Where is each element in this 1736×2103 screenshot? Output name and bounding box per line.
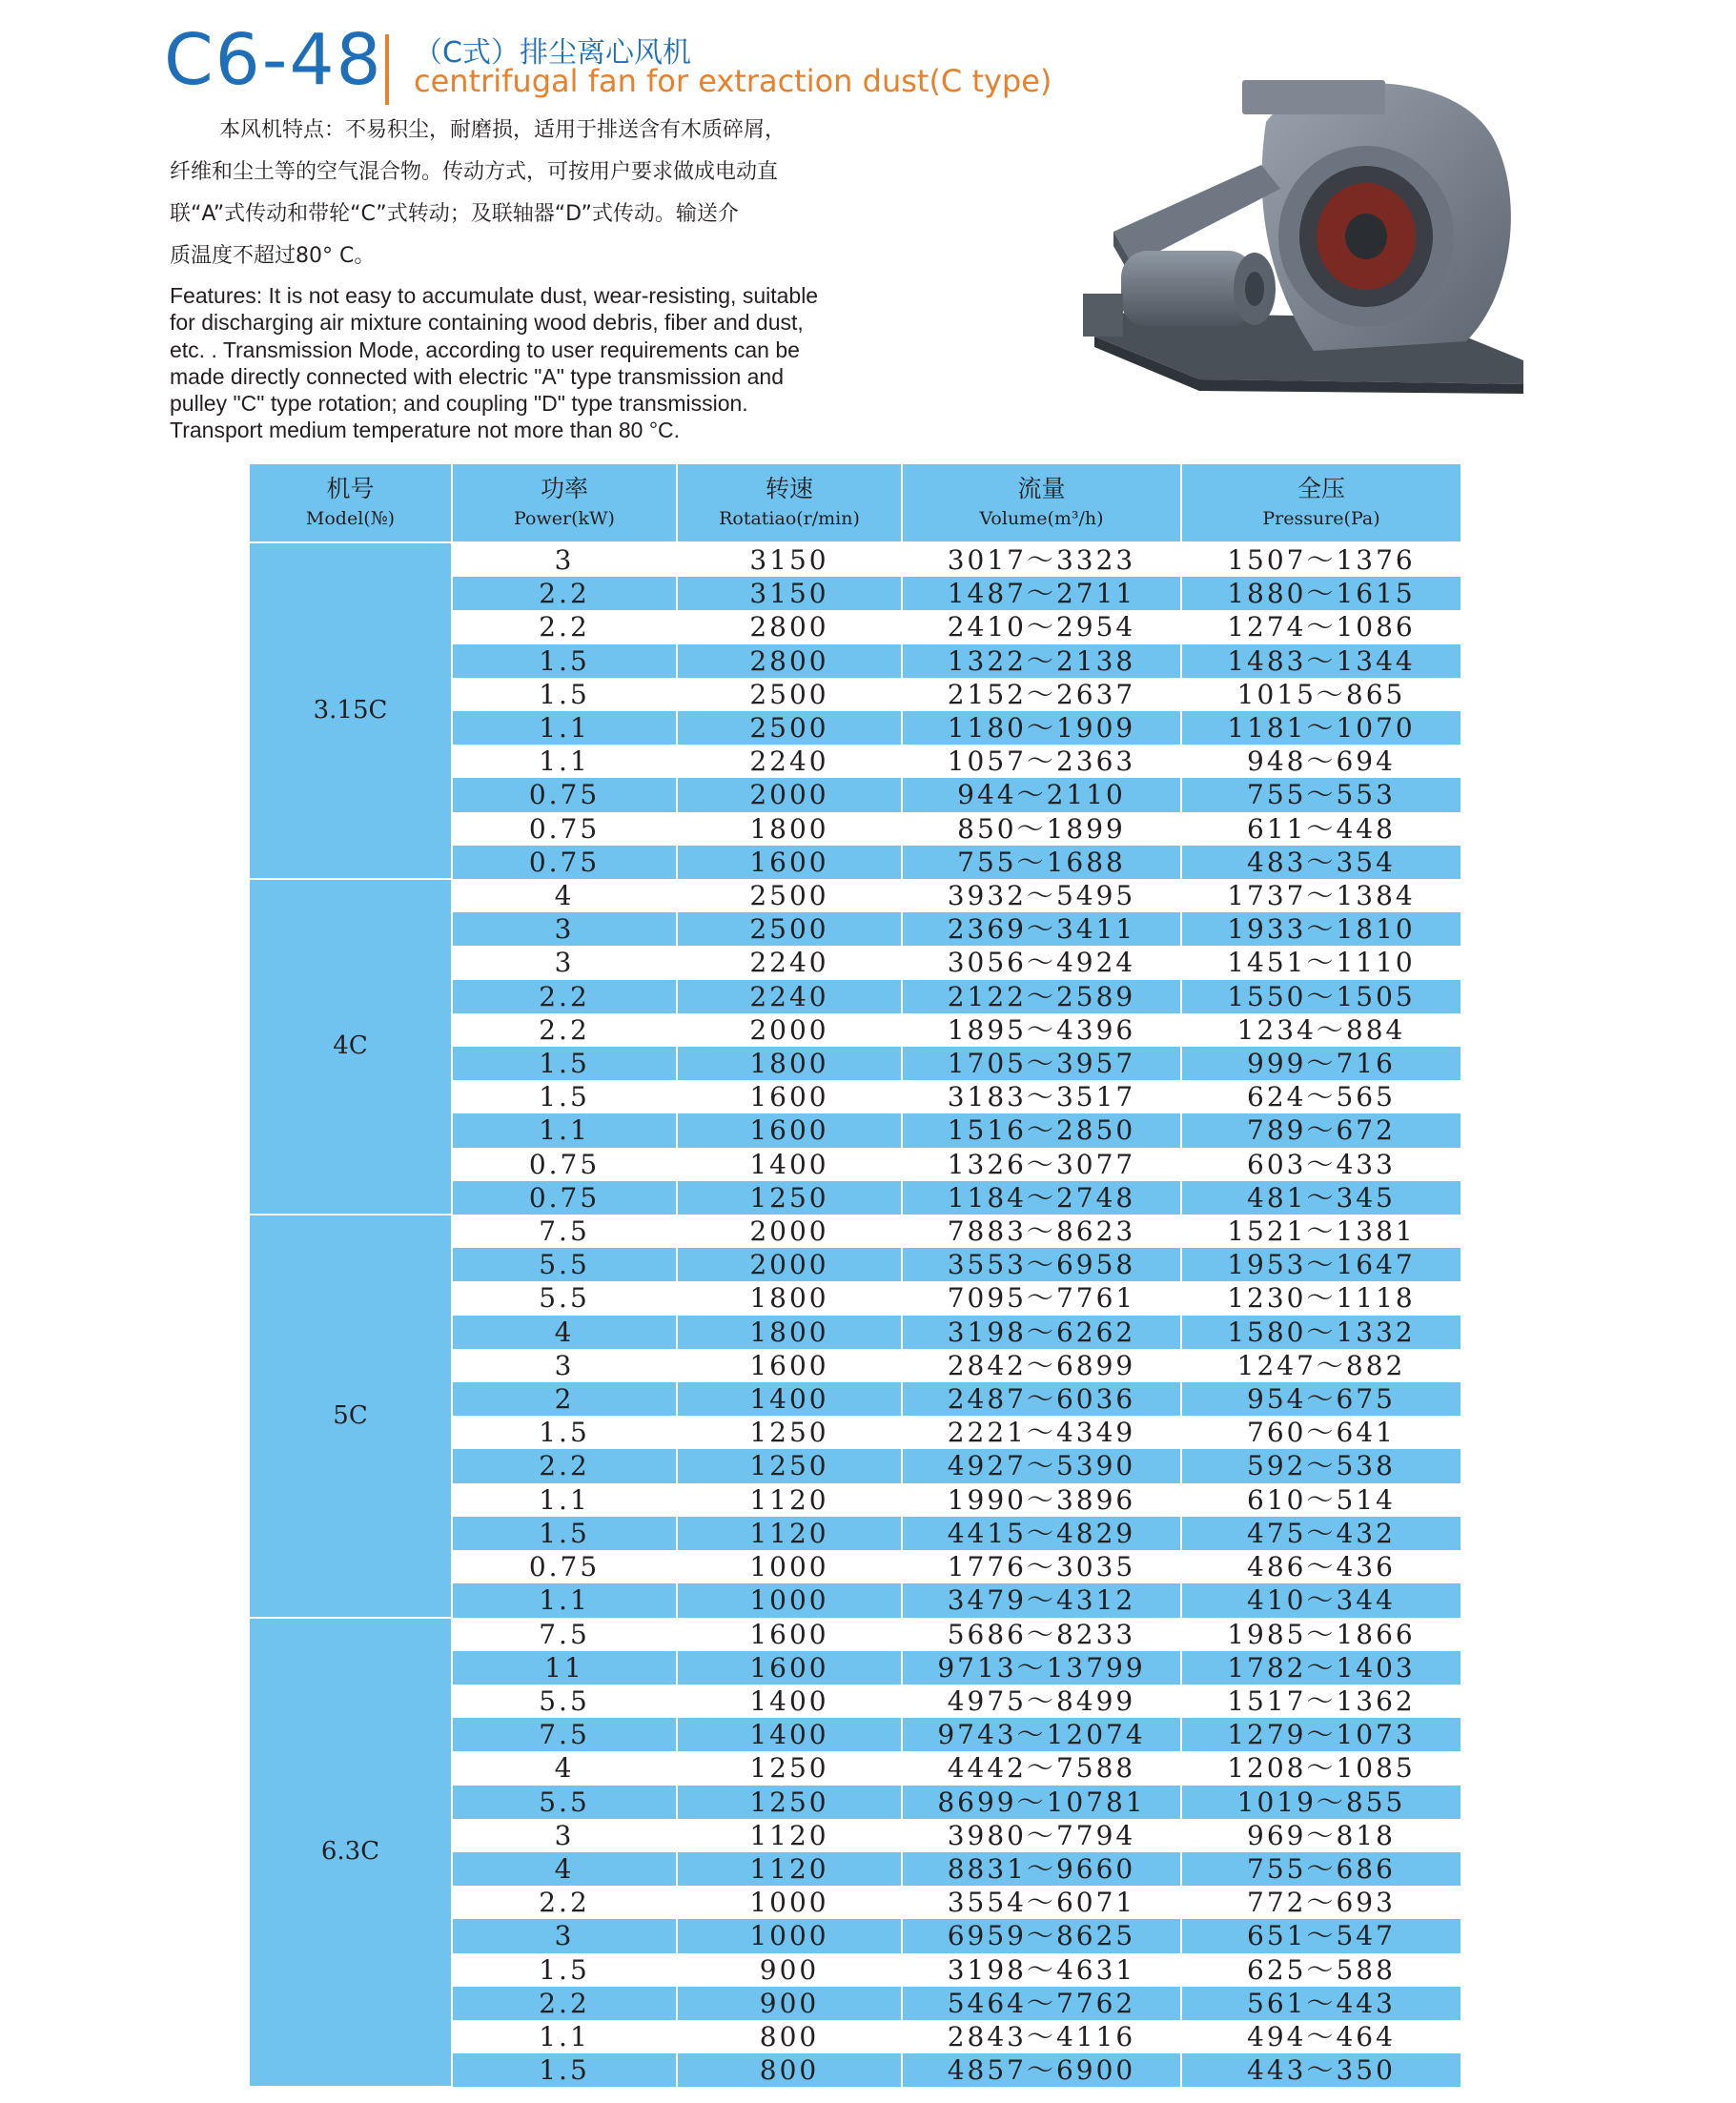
power-cell: 2.2 — [452, 1013, 677, 1047]
power-cell: 3 — [452, 912, 677, 946]
speed-cell: 2240 — [677, 745, 902, 778]
power-cell: 2 — [452, 1382, 677, 1416]
power-cell: 2.2 — [452, 1449, 677, 1482]
speed-cell: 800 — [677, 2020, 902, 2053]
volume-cell: 3198～6262 — [902, 1316, 1181, 1349]
speed-cell: 3150 — [677, 577, 902, 610]
speed-cell: 2000 — [677, 1013, 902, 1047]
pressure-cell: 1517～1362 — [1181, 1684, 1460, 1718]
speed-cell: 2500 — [677, 711, 902, 745]
pressure-cell: 625～588 — [1181, 1953, 1460, 1987]
speed-cell: 1120 — [677, 1483, 902, 1517]
power-cell: 3 — [452, 1349, 677, 1382]
volume-cell: 850～1899 — [902, 812, 1181, 846]
pressure-cell: 1580～1332 — [1181, 1316, 1460, 1349]
power-cell: 1.5 — [452, 1517, 677, 1550]
pressure-cell: 948～694 — [1181, 745, 1460, 778]
speed-cell: 1800 — [677, 1047, 902, 1080]
speed-cell: 2500 — [677, 912, 902, 946]
speed-cell: 1400 — [677, 1148, 902, 1181]
volume-cell: 2152～2637 — [902, 678, 1181, 711]
pressure-cell: 1208～1085 — [1181, 1751, 1460, 1785]
volume-cell: 2487～6036 — [902, 1382, 1181, 1416]
power-cell: 7.5 — [452, 1215, 677, 1248]
pressure-cell: 486～436 — [1181, 1550, 1460, 1583]
pressure-cell: 611～448 — [1181, 812, 1460, 846]
power-cell: 1.5 — [452, 1047, 677, 1080]
power-cell: 0.75 — [452, 1550, 677, 1583]
pressure-cell: 624～565 — [1181, 1080, 1460, 1113]
model-cell: 5C — [250, 1215, 452, 1617]
power-cell: 4 — [452, 1751, 677, 1785]
volume-cell: 2410～2954 — [902, 610, 1181, 643]
speed-cell: 2500 — [677, 678, 902, 711]
description-en-line: made directly connected with electric "A" type transmission and — [170, 363, 785, 389]
volume-cell: 8831～9660 — [902, 1852, 1181, 1886]
volume-cell: 8699～10781 — [902, 1786, 1181, 1819]
volume-cell: 6959～8625 — [902, 1919, 1181, 1952]
speed-cell: 1600 — [677, 1349, 902, 1382]
volume-cell: 755～1688 — [902, 846, 1181, 879]
header-speed: 转速 Rotatiao(r/min) — [677, 464, 902, 542]
power-cell: 3 — [452, 1919, 677, 1952]
volume-cell: 5464～7762 — [902, 1987, 1181, 2020]
table-row — [250, 879, 1460, 912]
volume-cell: 3017～3323 — [902, 542, 1181, 577]
volume-cell: 1990～3896 — [902, 1483, 1181, 1517]
volume-cell: 3553～6958 — [902, 1248, 1181, 1281]
power-cell: 4 — [452, 1316, 677, 1349]
pressure-cell: 755～553 — [1181, 778, 1460, 811]
pressure-cell: 481～345 — [1181, 1181, 1460, 1215]
volume-cell: 1184～2748 — [902, 1181, 1181, 1215]
table-row — [250, 1215, 1460, 1248]
power-cell: 2.2 — [452, 610, 677, 643]
volume-cell: 9743～12074 — [902, 1718, 1181, 1751]
title-divider — [385, 34, 389, 105]
speed-cell: 1600 — [677, 1080, 902, 1113]
pressure-cell: 651～547 — [1181, 1919, 1460, 1952]
volume-cell: 1487～2711 — [902, 577, 1181, 610]
description-en-line: Features: It is not easy to accumulate dust, wear-resisting, suitable — [170, 283, 819, 308]
power-cell: 1.1 — [452, 1583, 677, 1617]
spec-table — [250, 464, 1460, 2088]
description-cn-line: 联“A”式传动和带轮“C”式转动；及联轴器“D”式传动。输送介 — [170, 202, 739, 226]
speed-cell: 900 — [677, 1953, 902, 1987]
power-cell: 1.5 — [452, 1953, 677, 1987]
volume-cell: 1322～2138 — [902, 644, 1181, 678]
speed-cell: 900 — [677, 1987, 902, 2020]
volume-cell: 2221～4349 — [902, 1416, 1181, 1449]
speed-cell: 1600 — [677, 1113, 902, 1147]
description-cn-line: 纤维和尘土等的空气混合物。传动方式，可按用户要求做成电动直 — [170, 160, 779, 184]
pressure-cell: 1015～865 — [1181, 678, 1460, 711]
speed-cell: 1800 — [677, 1316, 902, 1349]
pressure-cell: 1274～1086 — [1181, 610, 1460, 643]
volume-cell: 1326～3077 — [902, 1148, 1181, 1181]
speed-cell: 800 — [677, 2053, 902, 2087]
speed-cell: 1120 — [677, 1819, 902, 1852]
power-cell: 11 — [452, 1651, 677, 1684]
speed-cell: 1600 — [677, 1618, 902, 1651]
volume-cell: 9713～13799 — [902, 1651, 1181, 1684]
product-title-en: centrifugal fan for extraction dust(C type) — [414, 63, 1052, 99]
power-cell: 1.1 — [452, 2020, 677, 2053]
power-cell: 1.1 — [452, 1483, 677, 1517]
speed-cell: 1800 — [677, 1281, 902, 1315]
volume-cell: 944～2110 — [902, 778, 1181, 811]
power-cell: 2.2 — [452, 1886, 677, 1919]
speed-cell: 3150 — [677, 542, 902, 577]
speed-cell: 1000 — [677, 1583, 902, 1617]
pressure-cell: 603～433 — [1181, 1148, 1460, 1181]
volume-cell: 3479～4312 — [902, 1583, 1181, 1617]
volume-cell: 1895～4396 — [902, 1013, 1181, 1047]
power-cell: 0.75 — [452, 812, 677, 846]
power-cell: 7.5 — [452, 1718, 677, 1751]
model-cell: 6.3C — [250, 1618, 452, 2088]
speed-cell: 1000 — [677, 1886, 902, 1919]
power-cell: 5.5 — [452, 1684, 677, 1718]
speed-cell: 1250 — [677, 1751, 902, 1785]
pressure-cell: 494～464 — [1181, 2020, 1460, 2053]
pressure-cell: 1550～1505 — [1181, 980, 1460, 1013]
volume-cell: 2122～2589 — [902, 980, 1181, 1013]
pressure-cell: 610～514 — [1181, 1483, 1460, 1517]
speed-cell: 1250 — [677, 1786, 902, 1819]
model-cell: 4C — [250, 879, 452, 1215]
power-cell: 4 — [452, 879, 677, 912]
pressure-cell: 1451～1110 — [1181, 946, 1460, 979]
volume-cell: 4857～6900 — [902, 2053, 1181, 2087]
power-cell: 2.2 — [452, 577, 677, 610]
spec-table-body — [250, 542, 1460, 2087]
speed-cell: 2500 — [677, 879, 902, 912]
volume-cell: 4975～8499 — [902, 1684, 1181, 1718]
power-cell: 0.75 — [452, 1148, 677, 1181]
speed-cell: 2000 — [677, 778, 902, 811]
volume-cell: 7883～8623 — [902, 1215, 1181, 1248]
power-cell: 4 — [452, 1852, 677, 1886]
pressure-cell: 789～672 — [1181, 1113, 1460, 1147]
speed-cell: 1250 — [677, 1416, 902, 1449]
pressure-cell: 1985～1866 — [1181, 1618, 1460, 1651]
pressure-cell: 592～538 — [1181, 1449, 1460, 1482]
pressure-cell: 772～693 — [1181, 1886, 1460, 1919]
speed-cell: 2000 — [677, 1215, 902, 1248]
power-cell: 1.5 — [452, 1080, 677, 1113]
header-power: 功率 Power(kW) — [452, 464, 677, 542]
power-cell: 1.5 — [452, 644, 677, 678]
pressure-cell: 1782～1403 — [1181, 1651, 1460, 1684]
speed-cell: 2800 — [677, 610, 902, 643]
power-cell: 1.1 — [452, 711, 677, 745]
description-en-line: etc. . Transmission Mode, according to user requirements can be — [170, 337, 800, 362]
volume-cell: 2369～3411 — [902, 912, 1181, 946]
volume-cell: 3932～5495 — [902, 879, 1181, 912]
volume-cell: 2843～4116 — [902, 2020, 1181, 2053]
pressure-cell: 999～716 — [1181, 1047, 1460, 1080]
table-row — [250, 542, 1460, 577]
power-cell: 1.1 — [452, 1113, 677, 1147]
speed-cell: 1000 — [677, 1550, 902, 1583]
speed-cell: 1250 — [677, 1449, 902, 1482]
pressure-cell: 760～641 — [1181, 1416, 1460, 1449]
power-cell: 7.5 — [452, 1618, 677, 1651]
description-cn-line: 质温度不超过80° C。 — [170, 244, 376, 268]
power-cell: 1.5 — [452, 1416, 677, 1449]
pressure-cell: 969～818 — [1181, 1819, 1460, 1852]
pressure-cell: 1521～1381 — [1181, 1215, 1460, 1248]
speed-cell: 2240 — [677, 980, 902, 1013]
power-cell: 3 — [452, 1819, 677, 1852]
pressure-cell: 1507～1376 — [1181, 542, 1460, 577]
pressure-cell: 443～350 — [1181, 2053, 1460, 2087]
power-cell: 5.5 — [452, 1786, 677, 1819]
speed-cell: 1600 — [677, 846, 902, 879]
speed-cell: 1250 — [677, 1181, 902, 1215]
volume-cell: 1180～1909 — [902, 711, 1181, 745]
description-en-line: Transport medium temperature not more than 80 °C. — [170, 418, 681, 443]
power-cell: 0.75 — [452, 778, 677, 811]
speed-cell: 1120 — [677, 1517, 902, 1550]
power-cell: 0.75 — [452, 846, 677, 879]
speed-cell: 1400 — [677, 1718, 902, 1751]
description-en — [170, 282, 970, 444]
pressure-cell: 954～675 — [1181, 1382, 1460, 1416]
speed-cell: 2800 — [677, 644, 902, 678]
pressure-cell: 1247～882 — [1181, 1349, 1460, 1382]
pressure-cell: 755～686 — [1181, 1852, 1460, 1886]
header-model: 机号 Model(№) — [250, 464, 452, 542]
description-cn-line: 本风机特点：不易积尘，耐磨损，适用于排送含有木质碎屑， — [219, 118, 786, 142]
volume-cell: 4415～4829 — [902, 1517, 1181, 1550]
description-cn — [170, 110, 970, 277]
volume-cell: 3980～7794 — [902, 1819, 1181, 1852]
power-cell: 1.5 — [452, 2053, 677, 2087]
power-cell: 3 — [452, 542, 677, 577]
volume-cell: 1776～3035 — [902, 1550, 1181, 1583]
volume-cell: 5686～8233 — [902, 1618, 1181, 1651]
header-volume: 流量 Volume(m³/h) — [902, 464, 1181, 542]
volume-cell: 4927～5390 — [902, 1449, 1181, 1482]
table-header-row — [250, 464, 1460, 542]
pressure-cell: 1737～1384 — [1181, 879, 1460, 912]
speed-cell: 1800 — [677, 812, 902, 846]
pressure-cell: 1230～1118 — [1181, 1281, 1460, 1315]
power-cell: 5.5 — [452, 1248, 677, 1281]
power-cell: 1.5 — [452, 678, 677, 711]
volume-cell: 1516～2850 — [902, 1113, 1181, 1147]
speed-cell: 1600 — [677, 1651, 902, 1684]
pressure-cell: 483～354 — [1181, 846, 1460, 879]
volume-cell: 2842～6899 — [902, 1349, 1181, 1382]
volume-cell: 3183～3517 — [902, 1080, 1181, 1113]
description-en-line: pulley "C" type rotation; and coupling "D" type transmission. — [170, 391, 748, 417]
speed-cell: 2000 — [677, 1248, 902, 1281]
model-cell: 3.15C — [250, 542, 452, 879]
pressure-cell: 410～344 — [1181, 1583, 1460, 1617]
volume-cell: 4442～7588 — [902, 1751, 1181, 1785]
centrifugal-fan-image — [1075, 74, 1542, 403]
speed-cell: 1400 — [677, 1382, 902, 1416]
model-title: C6-48 — [164, 19, 383, 101]
pressure-cell: 1181～1070 — [1181, 711, 1460, 745]
pressure-cell: 561～443 — [1181, 1987, 1460, 2020]
volume-cell: 1705～3957 — [902, 1047, 1181, 1080]
speed-cell: 1400 — [677, 1684, 902, 1718]
pressure-cell: 475～432 — [1181, 1517, 1460, 1550]
header-pressure: 全压 Pressure(Pa) — [1181, 464, 1460, 542]
volume-cell: 7095～7761 — [902, 1281, 1181, 1315]
pressure-cell: 1953～1647 — [1181, 1248, 1460, 1281]
pressure-cell: 1483～1344 — [1181, 644, 1460, 678]
product-title-cn: （C式）排尘离心风机 — [414, 36, 691, 70]
pressure-cell: 1880～1615 — [1181, 577, 1460, 610]
pressure-cell: 1234～884 — [1181, 1013, 1460, 1047]
pressure-cell: 1019～855 — [1181, 1786, 1460, 1819]
volume-cell: 3198～4631 — [902, 1953, 1181, 1987]
volume-cell: 3056～4924 — [902, 946, 1181, 979]
pressure-cell: 1933～1810 — [1181, 912, 1460, 946]
volume-cell: 1057～2363 — [902, 745, 1181, 778]
volume-cell: 3554～6071 — [902, 1886, 1181, 1919]
speed-cell: 2240 — [677, 946, 902, 979]
speed-cell: 1120 — [677, 1852, 902, 1886]
power-cell: 2.2 — [452, 980, 677, 1013]
power-cell: 1.1 — [452, 745, 677, 778]
power-cell: 2.2 — [452, 1987, 677, 2020]
power-cell: 5.5 — [452, 1281, 677, 1315]
power-cell: 3 — [452, 946, 677, 979]
speed-cell: 1000 — [677, 1919, 902, 1952]
power-cell: 0.75 — [452, 1181, 677, 1215]
description-en-line: for discharging air mixture containing wood debris, fiber and dust, — [170, 310, 804, 336]
table-row — [250, 1618, 1460, 1651]
pressure-cell: 1279～1073 — [1181, 1718, 1460, 1751]
